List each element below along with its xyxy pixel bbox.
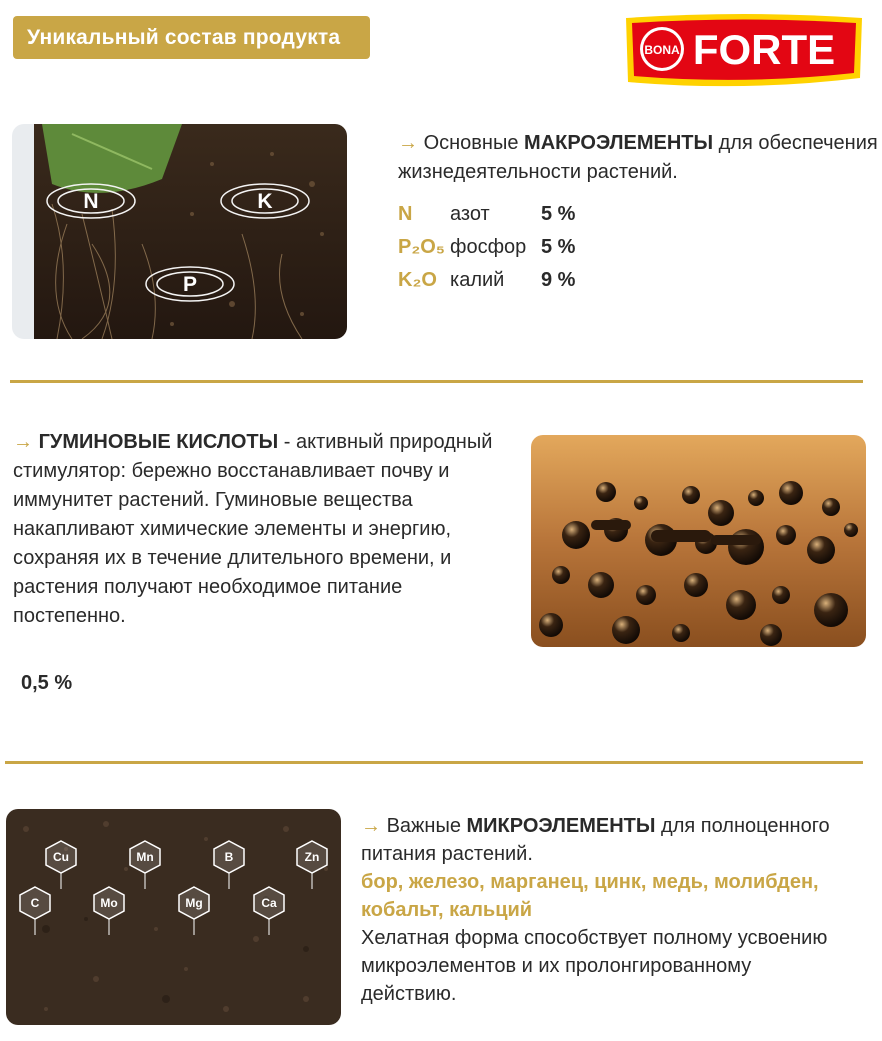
micro-intro-text: Важные xyxy=(386,815,461,837)
element-mn: Mn xyxy=(136,850,154,864)
nutrient-value: 9 % xyxy=(541,269,576,291)
bona-forte-logo xyxy=(622,12,866,90)
section-header: Уникальный состав продукта xyxy=(13,16,370,59)
nutrient-symbol: N xyxy=(398,203,413,225)
section-divider xyxy=(10,380,863,383)
nutrient-table xyxy=(398,200,598,300)
element-mg: Mg xyxy=(185,896,203,910)
element-mo: Mo xyxy=(100,896,118,910)
nutrient-symbol: P₂O₅ xyxy=(398,236,445,258)
micro-intro-bold: МИКРОЭЛЕМЕНТЫ xyxy=(466,815,656,837)
image-label-n: N xyxy=(83,190,99,213)
humic-line: иммунитет растений. Гуминовые вещества xyxy=(13,489,413,511)
element-ca: Ca xyxy=(261,896,277,910)
humic-line: - активный природный xyxy=(278,431,493,453)
humic-line: растения получают необходимое питание xyxy=(13,576,403,598)
element-b: B xyxy=(224,850,234,864)
logo-name: FORTE xyxy=(692,26,836,73)
micro-description xyxy=(361,812,866,1008)
nutrient-value: 5 % xyxy=(541,203,576,225)
arrow-icon: → xyxy=(13,431,33,453)
macro-intro-bold: МАКРОЭЛЕМЕНТЫ xyxy=(524,132,714,154)
element-zn: Zn xyxy=(304,850,320,864)
micro-elements-list-2: кобальт, кальций xyxy=(361,899,533,921)
element-cu: Cu xyxy=(53,850,69,864)
macro-intro-text: Основные xyxy=(423,132,519,154)
nutrient-value: 5 % xyxy=(541,236,576,258)
humic-value: 0,5 % xyxy=(21,672,73,694)
nutrient-symbol: K₂O xyxy=(398,269,437,291)
humic-line: стимулятор: бережно восстанавливает почву и xyxy=(13,460,450,482)
macro-intro xyxy=(398,129,878,187)
arrow-icon: → xyxy=(361,815,381,837)
micro-desc: действию. xyxy=(361,983,457,1005)
humic-line: накапливают химические элементы и энергию, xyxy=(13,518,452,540)
micro-desc: микроэлементов и их пролонгированному xyxy=(361,955,752,977)
section-divider xyxy=(5,761,863,764)
nutrient-name: фосфор xyxy=(450,236,527,258)
micro-intro-text-2: для полноценного xyxy=(661,815,830,837)
soil-roots-photo xyxy=(12,124,347,339)
soil-microelements-photo xyxy=(6,809,341,1025)
humic-title: ГУМИНОВЫЕ КИСЛОТЫ xyxy=(38,431,279,453)
humic-line: сохраняя их в течение длительного времени, и xyxy=(13,547,452,569)
micro-elements-list: бор, железо, марганец, цинк, медь, молибден, xyxy=(361,871,819,893)
image-label-k: K xyxy=(257,190,273,213)
image-label-p: P xyxy=(182,273,198,296)
arrow-icon: → xyxy=(398,132,418,154)
nutrient-name: калий xyxy=(450,269,505,291)
macro-intro-text-2: для обеспечения xyxy=(718,132,878,154)
macro-intro-text-3: жизнедеятельности растений. xyxy=(398,161,678,183)
micro-intro-text-3: питания растений. xyxy=(361,843,533,865)
humic-line: постепенно. xyxy=(13,605,126,627)
micro-desc: Хелатная форма способствует полному усвоению xyxy=(361,927,828,949)
logo-prefix: BONA xyxy=(644,43,680,57)
nutrient-name: азот xyxy=(450,203,490,225)
humic-acid-photo xyxy=(531,435,866,647)
humic-description xyxy=(13,428,518,631)
element-c: C xyxy=(30,896,40,910)
